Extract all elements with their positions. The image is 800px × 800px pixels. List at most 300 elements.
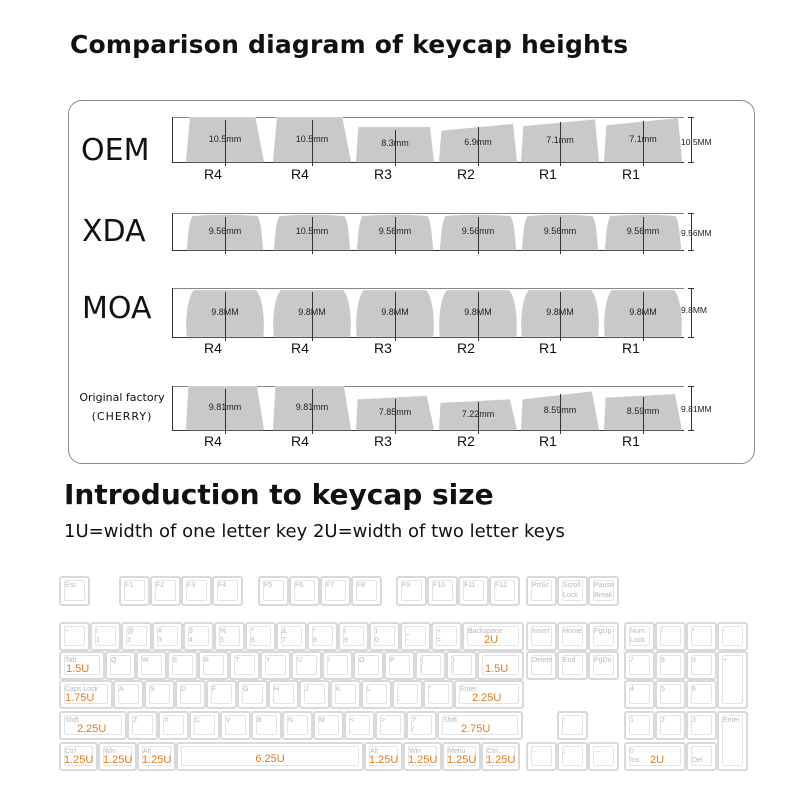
key-nav-top-2 (588, 622, 619, 651)
key-legend: F5 (264, 582, 273, 589)
key-size-label: 1.25U (486, 754, 516, 766)
key-num-0 (624, 742, 686, 771)
key-m (313, 711, 344, 740)
key-size-label: 2.25U (77, 723, 107, 735)
key-legend: F2 (156, 582, 165, 589)
key-num-1-2 (686, 711, 717, 740)
key-legend: K (336, 686, 341, 693)
key-num-8 (307, 622, 338, 651)
key-f4 (212, 576, 243, 606)
key-size-label: 1.5U (66, 663, 90, 675)
key-legend: < (350, 717, 355, 724)
key-legend: Menu (448, 748, 466, 755)
key-legend-lower: - (406, 637, 409, 644)
profile-label-xda: XDA (82, 214, 146, 249)
key-legend: D (181, 686, 187, 693)
key-j (299, 680, 330, 709)
height-value: 9.8MM (464, 306, 492, 317)
row-code-label: R1 (622, 166, 640, 182)
key-legend: - (723, 628, 726, 635)
row-code-label: R3 (374, 433, 392, 449)
key-legend: 3 (692, 717, 696, 724)
key-legend: Ctrl (65, 748, 76, 755)
key-bottom-left-0 (59, 742, 98, 771)
profile-label-cherry-line2: (CHERRY) (91, 410, 153, 423)
key-legend-lower: = (437, 637, 442, 644)
key-num-7 (276, 622, 307, 651)
key-bottom-right-0 (364, 742, 403, 771)
height-value: 9.8MM (298, 306, 326, 317)
key-legend: ? (412, 717, 416, 724)
key-nav-bottom-0 (526, 651, 557, 680)
key-quote (423, 680, 454, 709)
key-d (175, 680, 206, 709)
key-legend: ← (532, 748, 539, 755)
size-section-title: Introduction to keycap size (64, 478, 494, 511)
key-legend: PrtSc (532, 582, 550, 589)
key-nav-bottom-1 (557, 651, 588, 680)
key-legend: & (282, 628, 287, 635)
key-legend: $ (189, 628, 193, 635)
key-v (220, 711, 251, 740)
key-size-label: 1.75U (65, 692, 95, 704)
key-legend: F11 (464, 582, 476, 589)
key-legend: 9 (692, 657, 696, 664)
key-u (291, 651, 322, 680)
key-legend: Enter (460, 686, 477, 693)
key-legend-lower: 5 (220, 637, 224, 644)
key-legend: T (235, 657, 240, 664)
key-size-label: 1.25U (64, 754, 94, 766)
height-value: 9.8MM (546, 306, 574, 317)
key-c (189, 711, 220, 740)
key-legend: ! (96, 628, 98, 635)
row-code-label: R2 (457, 166, 475, 182)
key-legend: Delete (532, 657, 553, 664)
row-code-label: R4 (291, 166, 309, 182)
key-enter (454, 680, 524, 709)
key-l (361, 680, 392, 709)
key-legend: L (367, 686, 371, 693)
key-e (167, 651, 198, 680)
key-f7 (320, 576, 351, 606)
key-arrow-left (526, 742, 557, 771)
key-num-enter (717, 711, 748, 771)
key-num-1-0 (624, 711, 655, 740)
key-legend: R (204, 657, 210, 664)
key-num-4-1 (655, 680, 686, 709)
key-legend: PgUp (594, 628, 612, 635)
size-section-subtitle: 1U=width of one letter key 2U=width of two letter keys (64, 521, 565, 542)
height-value: 9.8MM (211, 306, 239, 317)
height-value: 9.56mm (461, 225, 495, 236)
row-code-label: R3 (374, 166, 392, 182)
row-code-label: R1 (539, 340, 557, 356)
key-prtsc (526, 576, 557, 606)
key-legend: 7 (630, 657, 634, 664)
max-height-label: 9.8MM (681, 305, 707, 315)
key-num-7-0 (624, 651, 655, 680)
key-legend: # (158, 628, 162, 635)
key-legend: Home (563, 628, 582, 635)
key-num-op-2 (717, 622, 748, 651)
key-legend-lower: 7 (282, 637, 286, 644)
key-f12 (489, 576, 520, 606)
key-bottom-left-1 (98, 742, 137, 771)
key-bottom-right-1 (403, 742, 442, 771)
key-legend: V (226, 717, 231, 724)
key-legend: @ (127, 628, 135, 635)
key-legend: . (692, 748, 694, 755)
key-num-lock (624, 622, 655, 651)
key-f9 (396, 576, 427, 606)
key-legend: } (452, 657, 455, 664)
key-size-label: 1.25U (369, 754, 399, 766)
row-code-label: R4 (291, 340, 309, 356)
key-legend: Q (111, 657, 117, 664)
key-legend: Esc (65, 582, 77, 589)
key-legend: O (359, 657, 365, 664)
key-i (322, 651, 353, 680)
key-rshift (437, 711, 523, 740)
key-r (198, 651, 229, 680)
key-legend: 0 (630, 748, 634, 755)
key-f1 (119, 576, 150, 606)
key-size-label: 2.75U (461, 723, 491, 735)
key-legend-lower: 1 (96, 637, 100, 644)
key-nav-top-1 (557, 622, 588, 651)
key-legend: 4 (630, 686, 634, 693)
key-legend: Pause (594, 582, 614, 589)
key-size-label: 2U (484, 634, 499, 646)
key-legend-lower: , (350, 726, 352, 733)
key-legend-lower: Del (692, 757, 703, 764)
key-legend: ~ (65, 628, 70, 635)
key-legend: Win (409, 748, 422, 755)
key-legend: " (429, 686, 432, 693)
key-size-label: 1.5U (485, 663, 509, 675)
key-legend-lower: ` (65, 637, 68, 644)
key-size-label: 1.25U (447, 754, 477, 766)
key-n (282, 711, 313, 740)
key-legend: Z (133, 717, 138, 724)
key-legend: + (723, 657, 728, 664)
row-code-label: R4 (204, 166, 222, 182)
key-bottom-right-3 (481, 742, 520, 771)
key-legend: 6 (692, 686, 696, 693)
key-legend: 5 (661, 686, 665, 693)
height-value: 9.56mm (378, 225, 412, 236)
key-legend: F7 (326, 582, 335, 589)
key-num-4-0 (624, 680, 655, 709)
key-legend-lower: 0 (375, 637, 379, 644)
key-num-6 (245, 622, 276, 651)
key-f11 (458, 576, 489, 606)
key-size-label: 6.25U (255, 752, 285, 765)
key-size-label: 2U (650, 754, 665, 766)
key-legend: E (173, 657, 178, 664)
height-value: 10.5mm (208, 133, 242, 144)
key-legend-lower: 9 (344, 637, 348, 644)
key-legend: 2 (661, 717, 665, 724)
key-f3 (181, 576, 212, 606)
key-backslash (477, 651, 524, 680)
key-legend: F12 (495, 582, 508, 589)
key-legend: Win (104, 748, 117, 755)
key-f10 (427, 576, 458, 606)
height-value: 6.9mm (464, 136, 492, 147)
key-legend: G (243, 686, 249, 693)
key-q (105, 651, 136, 680)
key-legend: F8 (357, 582, 366, 589)
key-nav-bottom-2 (588, 651, 619, 680)
key-legend: ^ (251, 628, 255, 635)
key-legend-lower: [ (421, 666, 423, 673)
key-num-4 (183, 622, 214, 651)
key-arrow-right (588, 742, 619, 771)
key-legend: Caps Lock (65, 686, 99, 693)
key-x (158, 711, 189, 740)
key-arrow-down (557, 742, 588, 771)
height-value: 7.22mm (461, 408, 495, 419)
key-w (136, 651, 167, 680)
key-legend: U (297, 657, 303, 664)
row-code-label: R4 (204, 340, 222, 356)
height-value: 9.81mm (295, 402, 329, 412)
key-f6 (289, 576, 320, 606)
key-legend: + (437, 628, 442, 635)
key-legend: ↑ (563, 717, 567, 724)
key-f8 (351, 576, 382, 606)
key-num-4-2 (686, 680, 717, 709)
key-num-1 (90, 622, 121, 651)
key-legend-lower: Ins (630, 757, 640, 764)
key-legend-lower: ] (452, 666, 454, 673)
max-height-label: 10.5MM (681, 137, 712, 147)
key-num-5 (214, 622, 245, 651)
key-legend-lower: 4 (189, 637, 193, 644)
key-semicolon (392, 680, 423, 709)
key-legend: Enter (723, 717, 740, 724)
key-legend: Shift (65, 717, 80, 724)
key-legend-lower: 3 (158, 637, 162, 644)
height-value: 9.56mm (543, 225, 577, 236)
key-num-7-2 (686, 651, 717, 680)
key-scroll-lock (557, 576, 588, 606)
key-size-label: 1.25U (408, 754, 438, 766)
key-legend: F4 (218, 582, 227, 589)
key-caps-lock (59, 680, 113, 709)
key-legend: Scroll (563, 582, 581, 589)
key-num-dot (686, 742, 717, 771)
key-num-op-0 (655, 622, 686, 651)
key-y (260, 651, 291, 680)
key-p (384, 651, 415, 680)
key-punct-1 (375, 711, 406, 740)
key-legend: F6 (295, 582, 304, 589)
key-h (268, 680, 299, 709)
key-punct-0 (344, 711, 375, 740)
key-legend: X (164, 717, 169, 724)
key-arrow-up (557, 711, 588, 740)
key-legend: C (195, 717, 201, 724)
key-num-7-1 (655, 651, 686, 680)
key-face (660, 626, 681, 646)
key-f2 (150, 576, 181, 606)
key-a (113, 680, 144, 709)
key-legend: { (421, 657, 424, 664)
key-num-11 (400, 622, 431, 651)
row-code-label: R2 (457, 340, 475, 356)
key-legend: End (563, 657, 576, 664)
height-value: 10.5mm (295, 133, 329, 144)
key-legend: / (661, 628, 663, 635)
key-num-1-1 (655, 711, 686, 740)
key-legend: F10 (433, 582, 446, 589)
key-legend: A (119, 686, 124, 693)
key-z (127, 711, 158, 740)
key-num-plus (717, 651, 748, 709)
height-value: 7.1mm (546, 134, 574, 145)
key-num-9 (338, 622, 369, 651)
profile-label-oem: OEM (81, 133, 150, 168)
diagram-title: Comparison diagram of keycap heights (70, 30, 629, 59)
key-num-op-1 (686, 622, 717, 651)
key-legend: Shift (443, 717, 458, 724)
key-legend: : (398, 686, 400, 693)
key-legend: ) (375, 628, 378, 635)
key-legend: * (692, 628, 695, 635)
key-legend-lower: Break (594, 592, 613, 599)
key-legend-lower: . (381, 726, 383, 733)
key-legend: I (328, 657, 330, 664)
key-size-label: 2.25U (472, 692, 502, 704)
height-value: 9.81mm (208, 402, 242, 412)
key-face (327, 655, 348, 675)
key-legend: Ctrl (487, 748, 498, 755)
key-punct-2 (406, 711, 437, 740)
key-legend: Y (266, 657, 271, 664)
key-t (229, 651, 260, 680)
row-code-label: R1 (539, 166, 557, 182)
key-legend: ( (344, 628, 347, 635)
key-face (397, 684, 418, 704)
key-legend-lower: Lock (630, 637, 645, 644)
key-legend-lower: / (412, 726, 414, 733)
key-lbracket (415, 651, 446, 680)
max-height-label: 9.81MM (681, 404, 712, 414)
key-legend-lower: 6 (251, 637, 255, 644)
key-legend: N (288, 717, 294, 724)
height-value: 9.56mm (208, 225, 242, 236)
height-value: 8.3mm (381, 138, 409, 149)
profile-label-cherry-line1: Original factory (79, 391, 165, 404)
key-legend: Tab (65, 657, 77, 664)
row-code-label: R3 (374, 340, 392, 356)
row-code-label: R1 (622, 340, 640, 356)
key-legend: 1 (630, 717, 634, 724)
key-legend: ↓ (563, 748, 567, 755)
key-legend: W (142, 657, 149, 664)
key-legend: S (150, 686, 155, 693)
key-legend-lower: ' (429, 695, 431, 702)
key-s (144, 680, 175, 709)
height-value: 8.59mm (543, 404, 577, 415)
max-height-label: 9.56MM (681, 228, 712, 238)
row-code-label: R4 (204, 433, 222, 449)
key-num-3 (152, 622, 183, 651)
height-value: 9.8MM (381, 306, 409, 317)
key-legend-lower: Lock (563, 592, 578, 599)
key-legend: F9 (402, 582, 411, 589)
height-value: 9.8MM (629, 306, 657, 317)
key-size-label: 1.25U (103, 754, 133, 766)
key-bottom-right-2 (442, 742, 481, 771)
key-bottom-left-2 (137, 742, 176, 771)
key-rbracket (446, 651, 477, 680)
key-legend-lower: 2 (127, 637, 131, 644)
key-num-12 (431, 622, 462, 651)
row-code-label: R1 (539, 433, 557, 449)
key-legend-lower: 8 (313, 637, 317, 644)
key-legend: → (594, 748, 601, 755)
key-legend: B (257, 717, 262, 724)
key-g (237, 680, 268, 709)
height-value: 8.59mm (626, 405, 660, 416)
key-nav-top-0 (526, 622, 557, 651)
key-lshift (59, 711, 127, 740)
key-tab (59, 651, 105, 680)
key-size-label: 1.25U (142, 754, 172, 766)
key-space (176, 742, 364, 771)
key-num-10 (369, 622, 400, 651)
height-value: 10.5mm (295, 225, 329, 236)
key-legend: F (212, 686, 217, 693)
key-num-2 (121, 622, 152, 651)
key-legend-lower: ; (398, 695, 400, 702)
key-legend: % (220, 628, 227, 635)
key-legend: * (313, 628, 316, 635)
key-legend: Alt (370, 748, 379, 755)
height-value: 7.1mm (629, 133, 657, 144)
row-code-label: R1 (622, 433, 640, 449)
key-legend: F1 (125, 582, 134, 589)
row-code-label: R4 (291, 433, 309, 449)
height-value: 9.56mm (626, 225, 660, 236)
key-legend: _ (406, 628, 410, 635)
key-f (206, 680, 237, 709)
key-legend: J (305, 686, 309, 693)
key-esc (59, 576, 90, 606)
profile-label-moa: MOA (82, 291, 152, 326)
key-k (330, 680, 361, 709)
key-f5 (258, 576, 289, 606)
key-legend: PgDn (594, 657, 612, 664)
height-value: 7.85mm (378, 406, 412, 417)
key-legend: M (319, 717, 325, 724)
key-b (251, 711, 282, 740)
row-code-label: R2 (457, 433, 475, 449)
key-legend: P (390, 657, 395, 664)
key-backspace (462, 622, 524, 651)
key-legend: Alt (143, 748, 152, 755)
key-legend: F3 (187, 582, 196, 589)
key-legend: H (274, 686, 280, 693)
key-num-0 (59, 622, 90, 651)
key-legend: Backspace (468, 628, 503, 635)
key-legend: > (381, 717, 386, 724)
key-legend: 8 (661, 657, 665, 664)
